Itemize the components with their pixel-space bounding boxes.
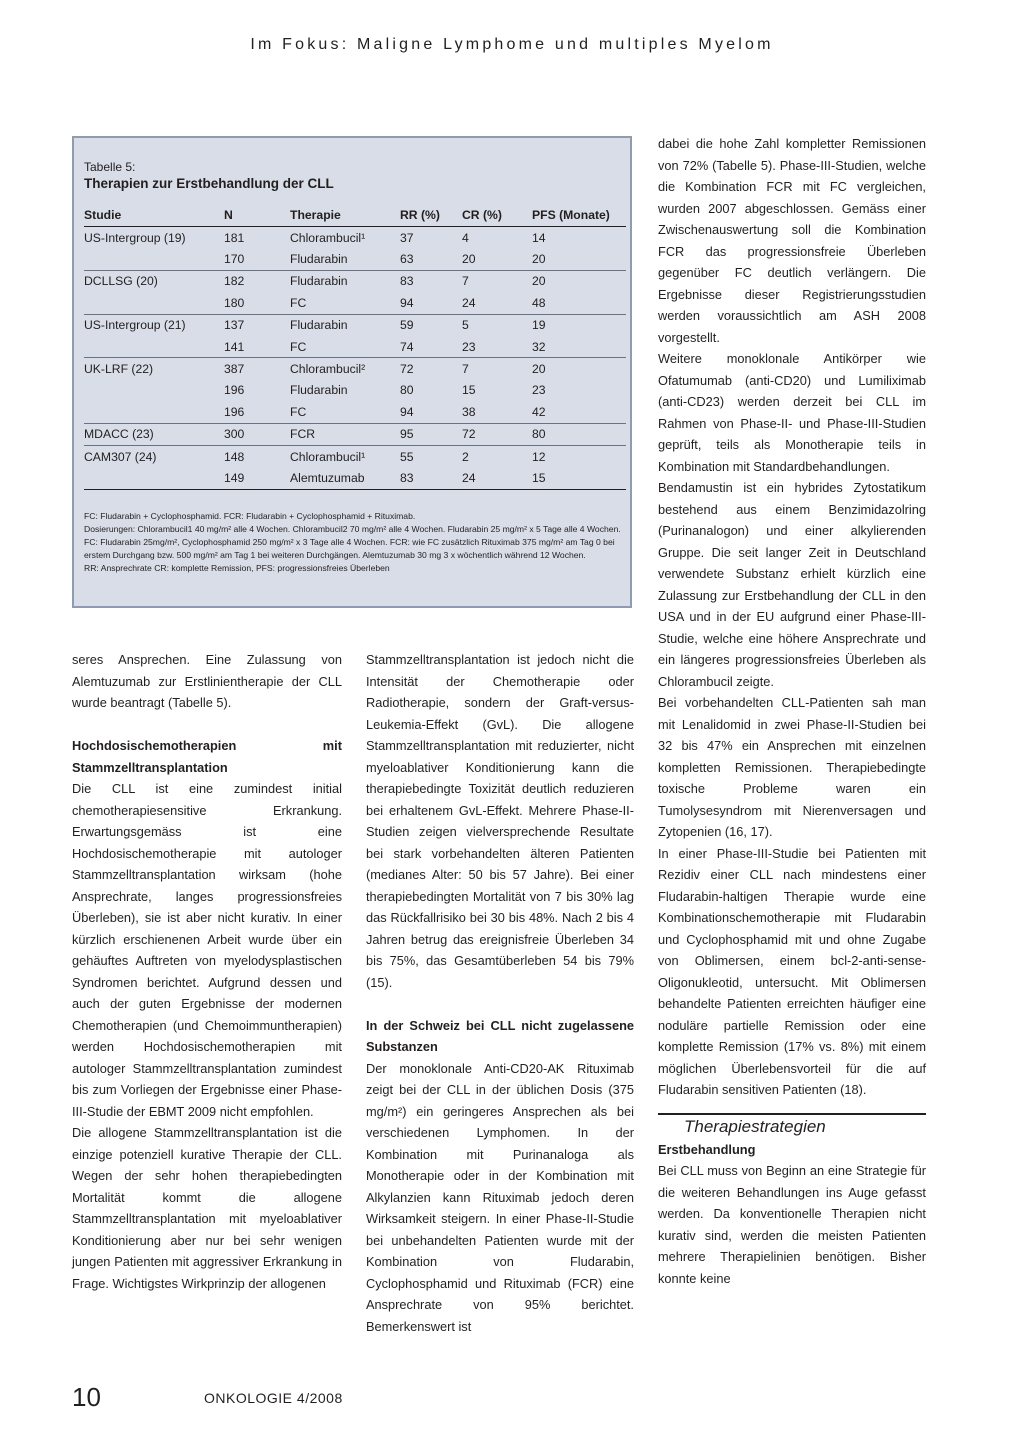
subheading: Erstbehandlung (658, 1141, 756, 1157)
cell-studie (84, 401, 224, 423)
cell-n: 300 (224, 423, 290, 445)
footnote-abbrev: FC: Fludarabin + Cyclophosphamid. FCR: Fludarabin + Cyclophosphamid + Rituximab. (84, 511, 416, 521)
cell-n: 148 (224, 445, 290, 467)
table-row (84, 227, 626, 249)
paragraph: Bei vorbehandelten CLL-Patienten sah man mit Lenalidomid in zwei Phase-II-Studien bei 32 bis 47% ein Ansprechen mit einzelnen kompletten Remissionen. Therapiebedingte toxische Probleme waren ein Tumolysesyndrom mit Nierenversagen und Zytopenien (16, 17). (658, 695, 926, 839)
cell-studie (84, 336, 224, 358)
cell-rr: 74 (400, 339, 414, 354)
cell-studie: DCLLSG (20) (84, 270, 224, 292)
page-number: 10 (72, 1382, 101, 1412)
cell-rr: 59 (400, 314, 462, 336)
cell-cr: 15 (462, 383, 476, 398)
cell-rr: 83 (400, 270, 462, 292)
cell-therapie: Fludarabin (290, 252, 348, 267)
table-row (84, 248, 626, 270)
journal-issue: ONKOLOGIE 4/2008 (204, 1390, 343, 1406)
table-row (84, 423, 626, 445)
table-box (72, 136, 632, 608)
cell-n: 149 (224, 467, 290, 489)
cell-therapie: Chlorambucil² (290, 358, 400, 380)
table-row (84, 314, 626, 336)
cell-cr: 7 (462, 358, 532, 380)
cell-n: 182 (224, 270, 290, 292)
cell-n: 137 (224, 314, 290, 336)
cell-therapie: FC (290, 339, 307, 354)
cell-n: 180 (224, 295, 245, 310)
table-header-row (84, 205, 626, 227)
col-header-studie: Studie (84, 205, 224, 227)
cell-studie: US-Intergroup (19) (84, 230, 186, 245)
cell-cr: 23 (462, 339, 476, 354)
paragraph: Die CLL ist eine zumindest initial chemotherapiesensitive Erkrankung. Erwartungsgemäss ist eine Hochdosischemotherapie mit autologer Stammzelltransplantation wirksam (hohe Ansprechrate, langes progressionsfreies Überleben), sie ist aber nicht kurativ. In einer kürzlich erschienenen Arbeit wurde über ein gehäuftes Auftreten von myelodysplastischen Syndromen berichtet. Aufgrund dessen und auch der guten Ergebnisse der modernen Chemotherapien (und Chemoimmuntherapien) werden Hochdosischemotherapien mit autologer Stammzelltransplantation zumindest bis zum Vorliegen der Ergebnisse einer Phase-III-Studie der EBMT 2009 nicht empfohlen. (72, 781, 342, 1119)
col-header-rr: RR (%) (400, 205, 462, 227)
cell-n: 387 (224, 358, 290, 380)
cell-cr: 24 (462, 295, 476, 310)
cell-pfs: 80 (532, 423, 626, 445)
text-column-2 (366, 649, 634, 1337)
cell-studie: UK-LRF (22) (84, 358, 224, 380)
cell-therapie: FC (290, 404, 307, 419)
footnote-dosage: Dosierungen: Chlorambucil1 40 mg/m² alle 4 Wochen. Chlorambucil2 70 mg/m² alle 4 Wochen. Fludarabin 25 mg/m² x 5 Tage alle 4 Wochen. FC: Fludarabin 25mg/m², Cyclophosphamid 250 mg/m² x 3 Tage alle 4 Wochen. FCR: wie FC zusätzlich Rituximab 375 mg/m² am Tag 0 bei erstem Durchgang bzw. 500 mg/m² am Tag 1 bei weiteren Durchgängen. Alemtuzumab 30 mg 3 x wöchentlich während 12 Wochen. (84, 524, 621, 560)
cell-pfs: 48 (532, 295, 546, 310)
cell-pfs: 12 (532, 445, 626, 467)
cell-cr: 20 (462, 252, 476, 267)
cell-cr: 2 (462, 445, 532, 467)
paragraph: Weitere monoklonale Antikörper wie Ofatumumab (anti-CD20) und Lumiliximab (anti-CD23) werden derzeit bei CLL im Rahmen von Phase-II- und Phase-III-Studien geprüft, teils als Monotherapie teils in Kombination mit Standardbehandlungen. (658, 351, 926, 474)
paragraph: seres Ansprechen. Eine Zulassung von Alemtuzumab zur Erstlinientherapie der CLL wurde beantragt (Tabelle 5). (72, 652, 342, 710)
cell-studie (84, 248, 224, 270)
cell-studie (84, 467, 224, 489)
cell-rr: 72 (400, 358, 462, 380)
cell-n: 196 (224, 383, 245, 398)
cell-cr: 72 (462, 423, 532, 445)
table-title: Therapien zur Erstbehandlung der CLL (84, 176, 334, 191)
table-row (84, 270, 626, 292)
table-content (84, 160, 624, 490)
paragraph: In einer Phase-III-Studie bei Patienten mit Rezidiv einer CLL nach mindestens einer Fludarabin-haltigen Therapie wurde eine Kombinationschemotherapie mit Fludarabin und Cyclophosphamid mit und ohne Zugabe von Oblimersen, einem bcl-2-anti-sense-Oligonukleotid, untersucht. Mit Oblimersen behandelte Patienten erreichten häufiger eine noduläre partielle Remission oder eine komplette Remission (17% vs. 8%) mit einem möglichen Überlebensvorteil für die auf Fludarabin sensitiven Patienten (18). (658, 845, 926, 1097)
cell-rr: 83 (400, 467, 462, 489)
paragraph: Der monoklonale Anti-CD20-AK Rituximab zeigt bei der CLL in der üblichen Dosis (375 mg/m²) ein geringeres Ansprechen als bei verschiedenen Lymphomen. In der Kombination mit Purinanaloga als Monotherapie oder in der Kombination mit Alkylanzien kann Rituximab jedoch deren Wirksamkeit steigern. In einer Phase-II-Studie bei unbehandelten Patienten wurde mit der Kombination von Fludarabin, Cyclophosphamid und Rituximab (FCR) eine Ansprechrate von 95% berichtet. Bemerkenswert ist (366, 1060, 634, 1334)
table-row (84, 467, 626, 489)
cell-pfs: 42 (532, 404, 546, 419)
cell-n: 141 (224, 339, 245, 354)
table-row (84, 445, 626, 467)
section-heading: Therapiestrategien (658, 1113, 926, 1139)
cell-therapie: Fludarabin (290, 314, 400, 336)
cell-therapie: Alemtuzumab (290, 467, 400, 489)
cell-n: 196 (224, 404, 245, 419)
cell-rr: 94 (400, 404, 414, 419)
cell-cr: 38 (462, 404, 476, 419)
subheading: Hochdosischemotherapien mit Stammzelltransplantation (72, 738, 342, 775)
cell-rr: 80 (400, 383, 414, 398)
cell-n: 170 (224, 252, 245, 267)
cell-pfs: 19 (532, 314, 626, 336)
paragraph: Die allogene Stammzelltransplantation ist die einzige potenziell kurative Therapie der CLL. Wegen der sehr hohen therapiebedingten Mortalität kommt die allogene Stammzelltransplantation mit myeloablativer Konditionierung aber nur bei sehr wenigen jungen Patienten mit aggressiver Erkrankung in Frage. Wichtigstes Wirkprinzip der allogenen (72, 1125, 342, 1291)
col-header-therapie: Therapie (290, 205, 400, 227)
cell-n: 181 (224, 230, 245, 245)
paragraph: Stammzelltransplantation ist jedoch nicht die Intensität der Chemotherapie oder Radiotherapie, sondern der Graft-versus-Leukemia-Effekt (GvL). Die allogene Stammzelltransplantation mit reduzierter, nicht myeloablativer Konditionierung kann die therapiebedingte Toxizität deutlich reduzieren bei erhaltenem GvL-Effekt. Mehrere Phase-II-Studien zeigen vielversprechende Resultate bei stark vorbehandelten älteren Patienten (medianes Alter: 50 bis 57 Jahre). Bei einer therapiebedingten Mortalität von 7 bis 30% lag das Rückfallrisiko bei 30 bis 48%. Nach 2 bis 4 Jahren betrug das ereignisfreie Überleben 34 bis 75%, das Gesamtüberleben 54 bis 79% (15). (366, 652, 634, 990)
col-header-pfs: PFS (Monate) (532, 205, 626, 227)
text-column-1 (72, 649, 342, 1294)
cell-cr: 5 (462, 314, 532, 336)
table-row (84, 401, 626, 423)
therapy-table (84, 205, 626, 490)
cell-rr: 55 (400, 445, 462, 467)
table-row (84, 358, 626, 380)
cell-rr: 94 (400, 295, 414, 310)
table-body (84, 227, 626, 490)
cell-studie: US-Intergroup (21) (84, 314, 224, 336)
cell-cr: 7 (462, 270, 532, 292)
cell-studie (84, 292, 224, 314)
cell-pfs: 20 (532, 252, 546, 267)
table-footnotes (84, 510, 629, 575)
footnote-legend: RR: Ansprechrate CR: komplette Remission, PFS: progressionsfreies Überleben (84, 563, 390, 573)
cell-rr: 37 (400, 230, 414, 245)
cell-rr: 95 (400, 423, 462, 445)
cell-studie (84, 380, 224, 401)
paragraph: Bei CLL muss von Beginn an eine Strategie für die weiteren Behandlungen ins Auge gefasst werden. Da konventionelle Therapien nicht kurativ sind, werden die meisten Patienten mehrere Therapielinien benötigen. Bisher konnte keine (658, 1163, 926, 1286)
cell-rr: 63 (400, 252, 414, 267)
paragraph: dabei die hohe Zahl kompletter Remissionen von 72% (Tabelle 5). Phase-III-Studien, welche die Kombination FCR mit FC vergleichen, wurden 2007 abgeschlossen. Gemäss einer Zwischenauswertung soll die Kombination FCR das progressionsfreie Überleben gegenüber FC deutlich verlängern. Die Ergebnisse dieser Registrierungsstudien werden voraussichtlich am ASH 2008 vorgestellt. (658, 136, 926, 345)
subheading: In der Schweiz bei CLL nicht zugelassene Substanzen (366, 1017, 634, 1054)
col-header-n: N (224, 205, 290, 227)
col-header-cr: CR (%) (462, 205, 532, 227)
cell-therapie: FC (290, 295, 307, 310)
cell-therapie: Fludarabin (290, 270, 400, 292)
cell-studie: MDACC (23) (84, 423, 224, 445)
paragraph: Bendamustin ist ein hybrides Zytostatikum bestehend aus einem Benzimidazolring (Purinanalogon) und einer alkylierenden Gruppe. Die seit langer Zeit in Deutschland verwendete Substanz erhielt kürzlich eine Zulassung zur Erstbehandlung der CLL in den USA und in der EU aufgrund einer Phase-III-Studie, welche eine höhere Ansprechrate und ein längeres progressionsfreies Überleben als Chlorambucil zeigte. (658, 480, 926, 689)
table-row (84, 292, 626, 314)
cell-pfs: 15 (532, 467, 626, 489)
cell-therapie: Chlorambucil¹ (290, 230, 366, 245)
cell-therapie: FCR (290, 423, 400, 445)
running-header: Im Fokus: Maligne Lymphome und multiples Myelom (250, 36, 774, 53)
table-row (84, 336, 626, 358)
cell-cr: 24 (462, 467, 532, 489)
cell-cr: 4 (462, 230, 469, 245)
cell-pfs: 20 (532, 270, 626, 292)
cell-pfs: 20 (532, 358, 626, 380)
cell-pfs: 32 (532, 339, 546, 354)
cell-therapie: Fludarabin (290, 383, 348, 398)
table-row (84, 380, 626, 401)
cell-pfs: 23 (532, 383, 546, 398)
cell-therapie: Chlorambucil¹ (290, 445, 400, 467)
cell-pfs: 14 (532, 230, 546, 245)
cell-studie: CAM307 (24) (84, 445, 224, 467)
table-label: Tabelle 5: (84, 160, 136, 174)
text-column-3 (658, 133, 926, 1289)
